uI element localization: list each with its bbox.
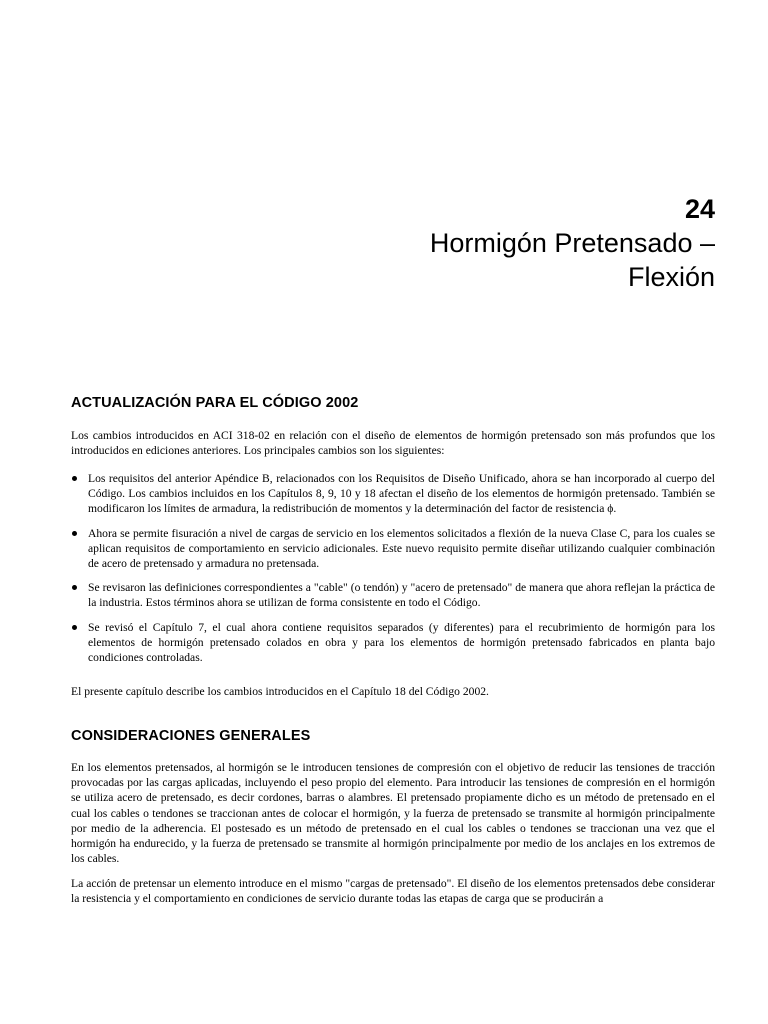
chapter-number: 24 (684, 194, 715, 224)
chapter-title-line-1: Hormigón Pretensado – (429, 228, 715, 258)
list-item-text: Se revisó el Capítulo 7, el cual ahora contiene requisitos separados (y diferentes) para el recubrimiento de hormigón para los elementos de hormigón pretensado colados en obra y para los elementos de hormigón pretensado fabricados en planta bajo condiciones controladas. (88, 620, 715, 665)
bullet-icon (72, 625, 77, 630)
chapter-header (430, 192, 715, 294)
list-item (71, 471, 715, 517)
general-paragraph-1: En los elementos pretensados, al hormigón se le introducen tensiones de compresión con el objetivo de reducir las tensiones de tracción provocadas por las cargas aplicadas, incluyendo el peso propio del elemento. Para introducir las tensiones de compresión en el hormigón se utiliza acero de pretensado, es decir cordones, barras o alambres. El pretensado propiamente dicho es un método de pretensado en el cual los cables o tendones se traccionan antes de colocar el hormigón, y la fuerza de pretensado se transmite al hormigón principalmente por medio de la adherencia. El postesado es un método de pretensado en el cual los cables o tendones se traccionan una vez que el hormigón ha endurecido, y la fuerza de pretensado se transmite al hormigón principalmente por medio de los anclajes en los extremos de los cables. (71, 761, 715, 866)
list-item (71, 580, 715, 610)
bullet-icon (72, 585, 77, 590)
bullet-icon (72, 476, 77, 481)
general-paragraph-2: La acción de pretensar un elemento introduce en el mismo "cargas de pretensado". El diseño de los elementos pretensados debe considerar la resistencia y el comportamiento en condiciones de servicio durante todas las etapas de carga que se producirán a (71, 877, 715, 906)
section-heading-general: CONSIDERACIONES GENERALES (71, 728, 311, 744)
bullet-icon (72, 531, 77, 536)
document-page (71, 0, 715, 1024)
list-item-text: Se revisaron las definiciones correspondientes a "cable" (o tendón) y "acero de pretensado" de manera que ahora reflejan la práctica de la industria. Estos términos ahora se utilizan de forma consistente en todo el Código. (88, 581, 715, 610)
changes-list (71, 471, 715, 674)
list-item (71, 620, 715, 666)
list-item (71, 526, 715, 572)
intro-paragraph: Los cambios introducidos en ACI 318-02 en relación con el diseño de elementos de hormigón pretensado son más profundos que los introducidos en ediciones anteriores. Los principales cambios son los siguientes: (71, 429, 715, 458)
list-item-text: Ahora se permite fisuración a nivel de cargas de servicio en los elementos solicitados a flexión de la nueva Clase C, para los cuales se aplican requisitos de comportamiento en servicio adicionales. Este nuevo requisito permite diseñar utilizando cualquier combinación de acero de pretensado y armadura no pretensada. (88, 526, 715, 571)
section-heading-update: ACTUALIZACIÓN PARA EL CÓDIGO 2002 (71, 395, 359, 411)
list-item-text: Los requisitos del anterior Apéndice B, relacionados con los Requisitos de Diseño Unificado, ahora se han incorporado al cuerpo del Código. Los cambios incluidos en los Capítulos 8, 9, 10 y 18 afectan el diseño de los elementos de hormigón pretensado. También se modificaron los límites de armadura, la redistribución de momentos y la determinación del factor de resistencia ϕ. (88, 472, 715, 516)
chapter-title-line-2: Flexión (627, 262, 715, 292)
closing-paragraph: El presente capítulo describe los cambios introducidos en el Capítulo 18 del Código 2002. (71, 685, 489, 698)
